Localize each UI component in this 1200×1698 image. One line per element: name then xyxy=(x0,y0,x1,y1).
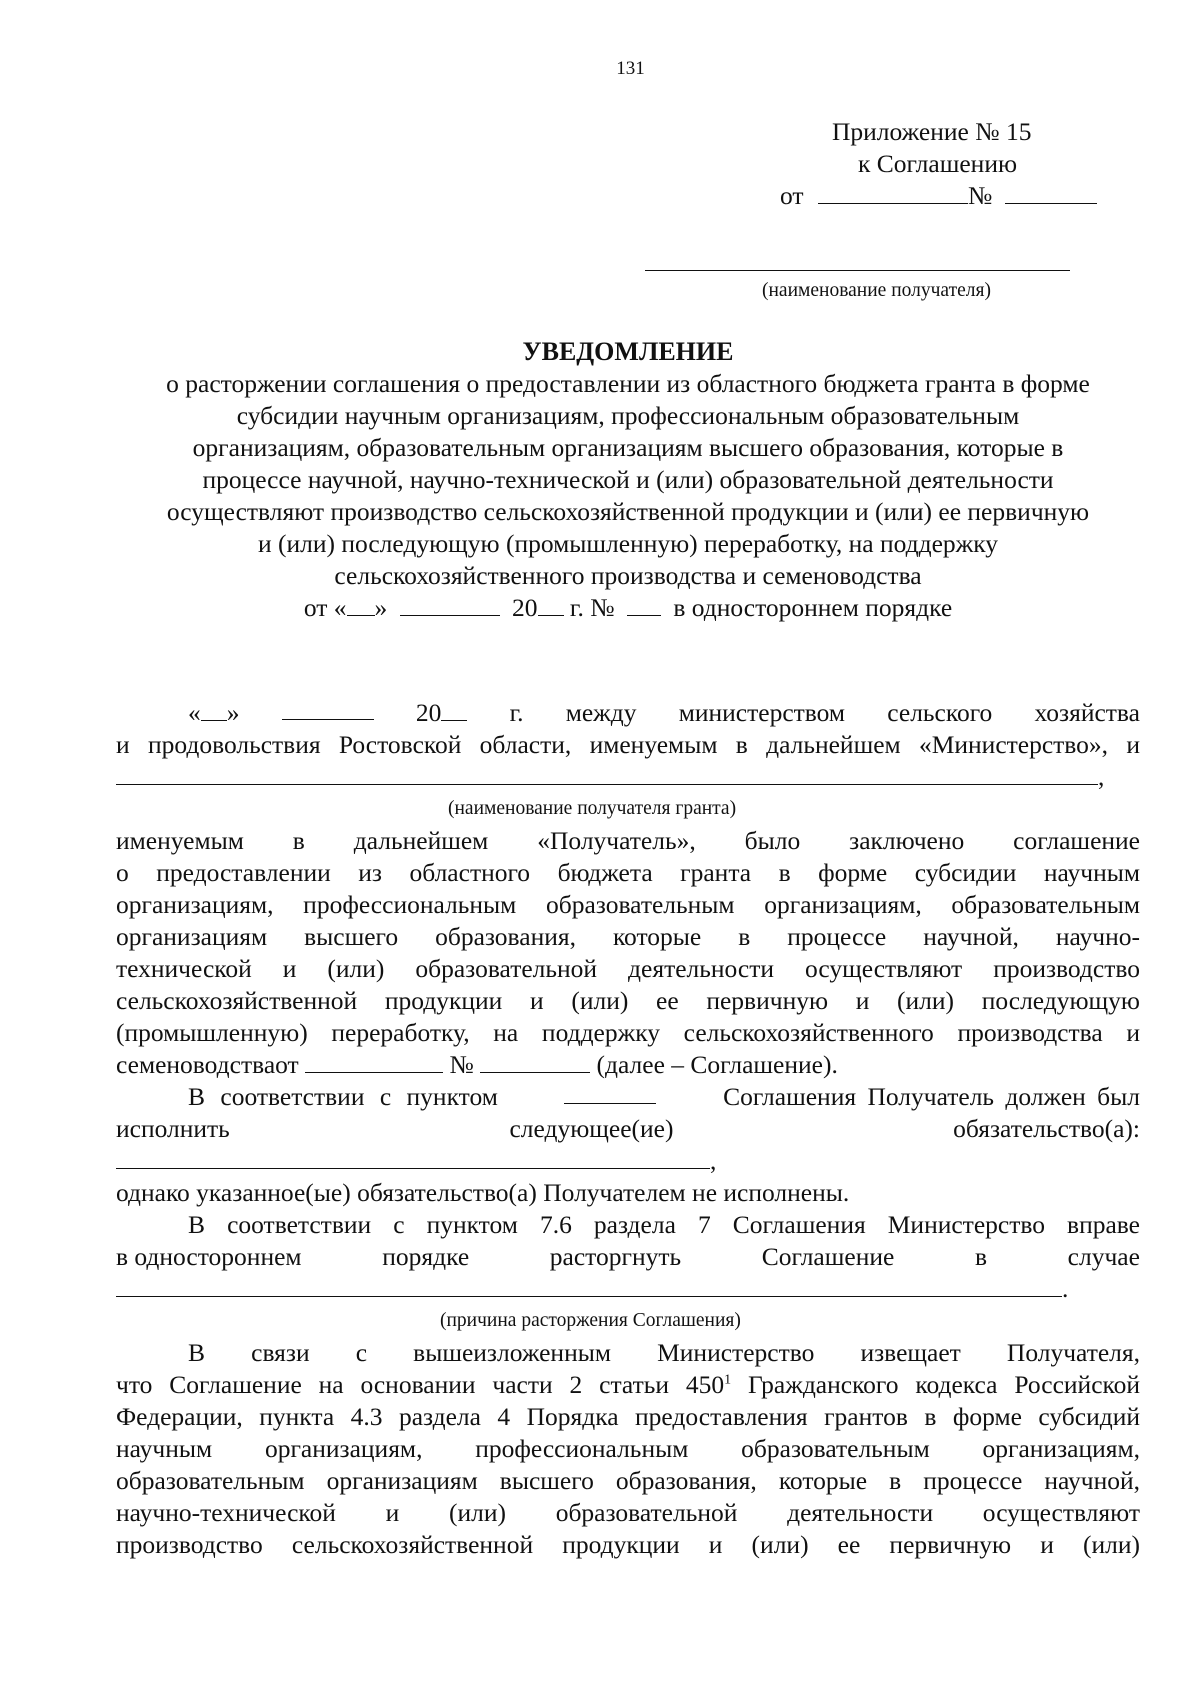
para4-body: В связи с вышеизложенным Министерство извещает Получателя, что Соглашение на основании части 2 статьи $450^1$ Гражданского кодекса Российской Федерации, пункта 4.3 раздела 4 Порядка предоставления грантов в форме субсидий научным организациям, профессиональным образовательным организациям, образовательным организациям высшего образования, которые в процессе научной, научно-технической и (или) образовательной деятельности осуществляют производство сельскохозяйственной продукции и (или) ее первичную и (или) xyxy=(116,1338,1140,1559)
date-number-blank xyxy=(627,593,661,616)
grant-recipient-blank xyxy=(116,762,1098,785)
grant-recipient-caption: (наименование получателя гранта) xyxy=(448,798,737,819)
para1-line2: и продовольствия Ростовской области, именуемым в дальнейшем «Министерство», и xyxy=(116,730,1140,759)
appendix-agreement: к Соглашению xyxy=(858,149,1018,178)
appendix-header xyxy=(780,116,1140,212)
termination-reason-blank xyxy=(116,1274,1062,1297)
para1-day-blank xyxy=(201,698,227,721)
subtitle-date-line: от « » 20 г. № в одностороннем порядке xyxy=(303,593,953,622)
termination-reason-caption: (причина расторжения Соглашения) xyxy=(440,1310,741,1331)
para1-body: именуемым в дальнейшем «Получатель», было заключено соглашение о предоставлении из областного бюджета гранта в форме субсидии научным организациям, профессиональным образовательным организациям, образовательным организациям высшего образования, которые в процессе научной, научно- технической и (или) образовательной деятельности осуществляют производство сельскохозяйственной продукции и (или) ее первичную и (или) последующую (промышленную) переработку, на поддержку сельскохозяйственного производства и семеноводстваот № (далее – Соглашение). xyxy=(116,826,1140,1079)
date-month-blank xyxy=(400,593,500,616)
date-year-blank xyxy=(538,593,564,616)
appendix-title: Приложение № 15 xyxy=(832,117,1032,146)
para3-reason-line: . xyxy=(116,1273,1140,1305)
para3-line1: В соответствии с пунктом 7.6 раздела 7 Соглашения Министерство вправе xyxy=(188,1210,1140,1239)
para1-line1: « » 20 г. между министерством сельского хозяйства xyxy=(188,698,1140,727)
agreement-date-blank xyxy=(305,1050,443,1073)
recipient-name-caption: (наименование получателя) xyxy=(762,280,991,301)
para2-line1: В соответствии с пунктом Соглашения Получатель должен был xyxy=(188,1082,1140,1111)
para1-agreement-ref: семеноводстваот № (далее – Соглашение). xyxy=(116,1050,838,1079)
para1-year-blank xyxy=(441,698,467,721)
date-day-blank xyxy=(347,593,375,616)
para2-line4: однако указанное(ые) обязательство(а) Получателем не исполнены. xyxy=(116,1178,850,1207)
agreement-number-blank xyxy=(480,1050,590,1073)
para1-grant-blank-line: , xyxy=(116,761,1140,793)
appendix-number-blank xyxy=(1005,181,1097,204)
obligation-blank xyxy=(116,1146,710,1169)
clause-number-blank xyxy=(564,1081,656,1104)
recipient-name-line xyxy=(645,270,1070,271)
appendix-date-blank xyxy=(818,181,968,204)
para1-month-blank xyxy=(282,697,374,720)
document-subtitle: о расторжении соглашения о предоставлении из областного бюджета гранта в форме субсидии научным организациям, профессиональным образовательным организациям, образовательным организациям высшего образования, которые в процессе научной, научно-технической и (или) образовательной деятельности осуществляют производство сельскохозяйственной продукции и (или) ее первичную и (или) последующую (промышленную) переработку, на поддержку сельскохозяйственного производства и семеноводства от « » 20 г. № в одностороннем порядке xyxy=(116,368,1140,624)
para2-line2: исполнить следующее(ие) обязательство(а): xyxy=(116,1114,1140,1143)
document-title: УВЕДОМЛЕНИЕ xyxy=(522,337,734,366)
para3-line2: в одностороннем порядке расторгнуть Соглашение в случае xyxy=(116,1242,1140,1271)
appendix-date-number: от № xyxy=(780,180,1140,212)
page-number: 131 xyxy=(616,58,645,79)
para2-obligation-line: , xyxy=(116,1145,1140,1177)
